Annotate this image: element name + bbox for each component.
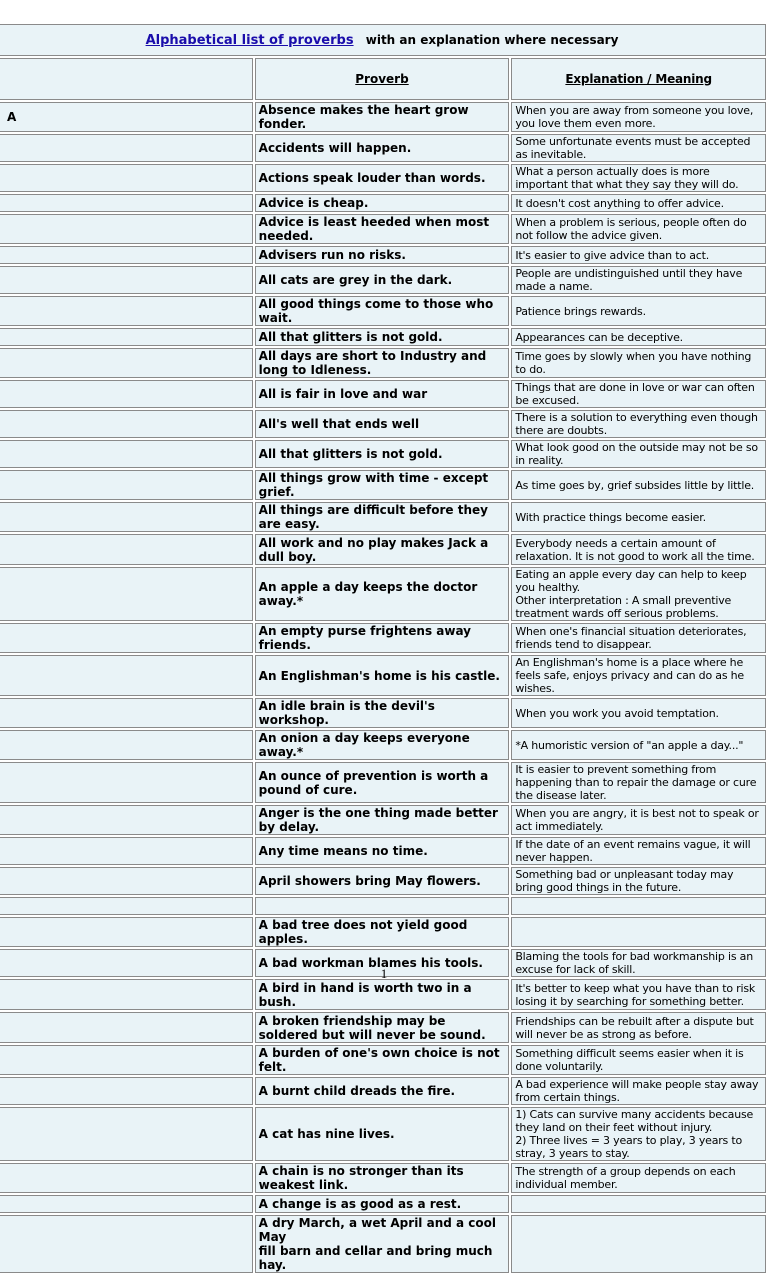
proverb-row <box>0 1012 766 1043</box>
proverbs-table-body <box>0 24 766 1273</box>
letter-cell <box>0 1215 253 1273</box>
explanation-column-header: Explanation / Meaning <box>565 71 712 86</box>
header-proverb-cell <box>255 58 510 100</box>
proverb-row <box>0 134 766 162</box>
letter-cell <box>0 296 253 326</box>
proverb-cell: An empty purse frightens away friends. <box>255 623 510 653</box>
explanation-cell: If the date of an event remains vague, it will never happen. <box>511 837 766 865</box>
proverb-cell: All that glitters is not gold. <box>255 440 510 468</box>
proverb-row <box>0 380 766 408</box>
letter-cell <box>0 534 253 565</box>
explanation-cell: It doesn't cost anything to offer advice. <box>511 194 766 212</box>
explanation-cell: It's better to keep what you have than to risk losing it by searching for something better. <box>511 979 766 1010</box>
proverb-row <box>0 567 766 621</box>
explanation-cell: Eating an apple every day can help to keep you healthy. Other interpretation : A small preventive treatment wards off serious problems. <box>511 567 766 621</box>
letter-cell <box>0 328 253 346</box>
letter-cell <box>0 623 253 653</box>
letter-cell <box>0 410 253 438</box>
explanation-cell: It's easier to give advice than to act. <box>511 246 766 264</box>
letter-cell <box>0 567 253 621</box>
letter-cell <box>0 837 253 865</box>
explanation-cell: Everybody needs a certain amount of relaxation. It is not good to work all the time. <box>511 534 766 565</box>
explanation-cell <box>511 1215 766 1273</box>
proverb-cell: A dry March, a wet April and a cool May fill barn and cellar and bring much hay. <box>255 1215 510 1273</box>
explanation-cell: When you work you avoid temptation. <box>511 698 766 728</box>
letter-cell <box>0 214 253 244</box>
proverb-row <box>0 917 766 947</box>
letter-cell <box>0 867 253 895</box>
proverb-cell: All cats are grey in the dark. <box>255 266 510 294</box>
letter-cell <box>0 1107 253 1161</box>
letter-cell <box>0 348 253 378</box>
proverb-row <box>0 1215 766 1273</box>
letter-cell <box>0 762 253 803</box>
proverb-row <box>0 214 766 244</box>
letter-cell <box>0 194 253 212</box>
letter-cell <box>0 1077 253 1105</box>
proverb-cell: All things are difficult before they are easy. <box>255 502 510 532</box>
explanation-cell: 1) Cats can survive many accidents because they land on their feet without injury. 2) Three lives = 3 years to play, 3 years to stray, 3 years to stay. <box>511 1107 766 1161</box>
explanation-cell: Appearances can be deceptive. <box>511 328 766 346</box>
proverb-column-header: Proverb <box>355 72 409 86</box>
proverb-cell: An ounce of prevention is worth a pound of cure. <box>255 762 510 803</box>
letter-cell <box>0 730 253 760</box>
proverb-row <box>0 979 766 1010</box>
proverb-cell: All that glitters is not gold. <box>255 328 510 346</box>
proverb-cell: Advice is cheap. <box>255 194 510 212</box>
proverb-row <box>0 502 766 532</box>
proverb-cell: Accidents will happen. <box>255 134 510 162</box>
letter-cell <box>0 164 253 192</box>
proverb-cell: An idle brain is the devil's workshop. <box>255 698 510 728</box>
explanation-cell: With practice things become easier. <box>511 502 766 532</box>
spacer-row <box>0 897 766 915</box>
proverb-row <box>0 655 766 696</box>
explanation-cell: What a person actually does is more important that what they say they will do. <box>511 164 766 192</box>
letter-cell: A <box>0 102 253 132</box>
proverb-row <box>0 246 766 264</box>
letter-cell <box>0 698 253 728</box>
letter-cell <box>0 897 253 915</box>
proverb-cell <box>255 897 510 915</box>
proverb-cell: A cat has nine lives. <box>255 1107 510 1161</box>
explanation-cell: The strength of a group depends on each individual member. <box>511 1163 766 1193</box>
explanation-cell: When a problem is serious, people often do not follow the advice given. <box>511 214 766 244</box>
proverb-cell: Actions speak louder than words. <box>255 164 510 192</box>
title-row <box>0 24 766 56</box>
letter-cell <box>0 1045 253 1075</box>
proverb-row <box>0 867 766 895</box>
proverb-cell: Anger is the one thing made better by delay. <box>255 805 510 835</box>
explanation-cell: Something bad or unpleasant today may bring good things in the future. <box>511 867 766 895</box>
letter-cell <box>0 266 253 294</box>
letter-cell <box>0 979 253 1010</box>
explanation-cell <box>511 917 766 947</box>
title-link[interactable]: Alphabetical list of proverbs <box>145 32 354 48</box>
proverbs-sheet <box>0 22 768 1275</box>
title-cell <box>0 24 766 56</box>
title-subtitle: with an explanation where necessary <box>365 32 619 47</box>
proverb-cell: All things grow with time - except grief. <box>255 470 510 500</box>
proverb-cell: All days are short to Industry and long to Idleness. <box>255 348 510 378</box>
proverb-cell: Advisers run no risks. <box>255 246 510 264</box>
explanation-cell: As time goes by, grief subsides little by little. <box>511 470 766 500</box>
letter-cell <box>0 502 253 532</box>
explanation-cell: When you are angry, it is best not to speak or act immediately. <box>511 805 766 835</box>
proverb-cell: All is fair in love and war <box>255 380 510 408</box>
explanation-cell: People are undistinguished until they have made a name. <box>511 266 766 294</box>
letter-cell <box>0 1012 253 1043</box>
explanation-cell: Time goes by slowly when you have nothing to do. <box>511 348 766 378</box>
explanation-cell: Things that are done in love or war can often be excused. <box>511 380 766 408</box>
header-row <box>0 58 766 100</box>
explanation-cell: It is easier to prevent something from happening than to repair the damage or cure the disease later. <box>511 762 766 803</box>
header-explanation-cell <box>511 58 766 100</box>
proverb-cell: A change is as good as a rest. <box>255 1195 510 1213</box>
proverb-row <box>0 1163 766 1193</box>
explanation-cell: Blaming the tools for bad workmanship is an excuse for lack of skill. <box>511 949 766 977</box>
proverb-row <box>0 837 766 865</box>
proverb-row <box>0 266 766 294</box>
proverb-row <box>0 296 766 326</box>
proverb-row <box>0 328 766 346</box>
proverb-cell: A burden of one's own choice is not felt. <box>255 1045 510 1075</box>
letter-cell <box>0 1195 253 1213</box>
proverb-row <box>0 1045 766 1075</box>
explanation-cell <box>511 1195 766 1213</box>
explanation-cell: Some unfortunate events must be accepted as inevitable. <box>511 134 766 162</box>
proverb-cell: A bird in hand is worth two in a bush. <box>255 979 510 1010</box>
proverb-cell: A bad tree does not yield good apples. <box>255 917 510 947</box>
proverb-row <box>0 623 766 653</box>
proverb-row <box>0 534 766 565</box>
header-letter-cell <box>0 58 253 100</box>
proverbs-table <box>0 22 768 1275</box>
proverb-row <box>0 410 766 438</box>
proverb-cell: All good things come to those who wait. <box>255 296 510 326</box>
page-number: 1 <box>380 966 388 981</box>
explanation-cell: When you are away from someone you love, you love them even more. <box>511 102 766 132</box>
explanation-cell: Friendships can be rebuilt after a dispute but will never be as strong as before. <box>511 1012 766 1043</box>
letter-cell <box>0 134 253 162</box>
letter-cell <box>0 805 253 835</box>
proverb-cell: April showers bring May flowers. <box>255 867 510 895</box>
proverb-row <box>0 470 766 500</box>
letter-cell <box>0 1163 253 1193</box>
explanation-cell <box>511 897 766 915</box>
proverb-row <box>0 805 766 835</box>
proverb-cell: An onion a day keeps everyone away.* <box>255 730 510 760</box>
letter-cell <box>0 470 253 500</box>
proverb-cell: A chain is no stronger than its weakest link. <box>255 1163 510 1193</box>
proverb-cell: A burnt child dreads the fire. <box>255 1077 510 1105</box>
proverb-cell: A broken friendship may be soldered but will never be sound. <box>255 1012 510 1043</box>
proverb-row <box>0 730 766 760</box>
explanation-cell: *A humoristic version of "an apple a day..." <box>511 730 766 760</box>
letter-cell <box>0 655 253 696</box>
explanation-cell: Something difficult seems easier when it is done voluntarily. <box>511 1045 766 1075</box>
letter-cell <box>0 917 253 947</box>
letter-cell <box>0 246 253 264</box>
letter-cell <box>0 440 253 468</box>
proverb-row <box>0 348 766 378</box>
proverb-cell: An Englishman's home is his castle. <box>255 655 510 696</box>
proverb-cell: Any time means no time. <box>255 837 510 865</box>
explanation-cell: A bad experience will make people stay away from certain things. <box>511 1077 766 1105</box>
proverb-row <box>0 1077 766 1105</box>
proverb-cell: A bad workman blames his tools. <box>255 949 510 977</box>
explanation-cell: What look good on the outside may not be so in reality. <box>511 440 766 468</box>
letter-cell <box>0 380 253 408</box>
explanation-cell: Patience brings rewards. <box>511 296 766 326</box>
proverb-cell: All's well that ends well <box>255 410 510 438</box>
proverb-cell: An apple a day keeps the doctor away.* <box>255 567 510 621</box>
explanation-cell: When one's financial situation deteriorates, friends tend to disappear. <box>511 623 766 653</box>
proverb-row <box>0 698 766 728</box>
proverb-cell: All work and no play makes Jack a dull boy. <box>255 534 510 565</box>
proverb-row <box>0 164 766 192</box>
proverb-row <box>0 194 766 212</box>
proverb-row <box>0 102 766 132</box>
proverb-cell: Advice is least heeded when most needed. <box>255 214 510 244</box>
proverb-row <box>0 440 766 468</box>
proverb-row <box>0 1195 766 1213</box>
proverb-row <box>0 762 766 803</box>
proverb-cell: Absence makes the heart grow fonder. <box>255 102 510 132</box>
explanation-cell: There is a solution to everything even though there are doubts. <box>511 410 766 438</box>
explanation-cell: An Englishman's home is a place where he feels safe, enjoys privacy and can do as he wishes. <box>511 655 766 696</box>
proverb-row <box>0 1107 766 1161</box>
